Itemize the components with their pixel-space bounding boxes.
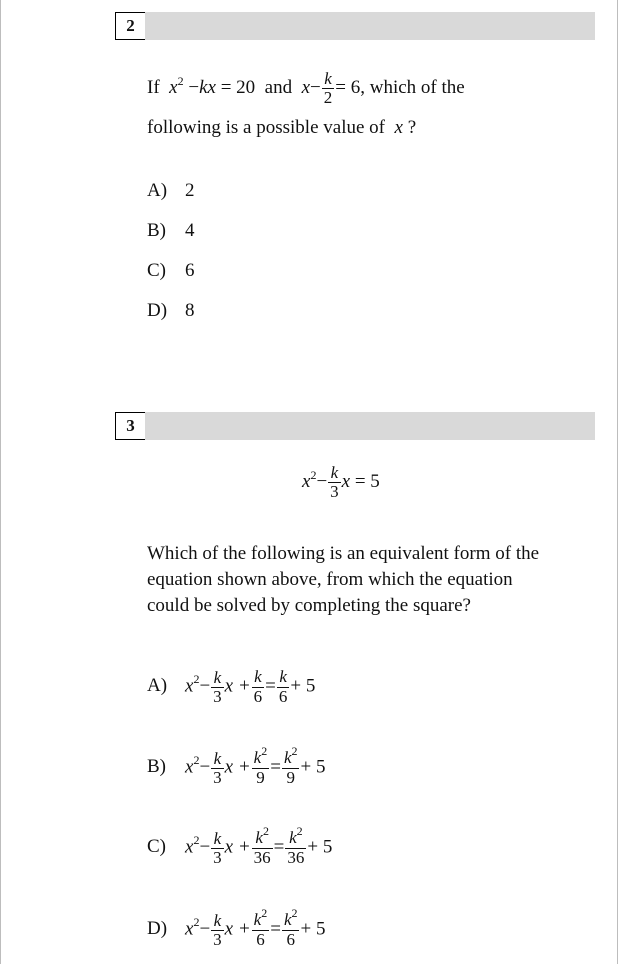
fraction-numerator: k: [283, 910, 292, 929]
choice-equation: [185, 668, 315, 706]
eq1-exponent: 2: [177, 73, 184, 88]
choice-letter: D): [147, 918, 168, 940]
eq1-minus: −: [188, 76, 200, 98]
eq-x: x: [185, 675, 194, 697]
eq-fraction-1: [211, 912, 224, 949]
numerator-exponent: 2: [261, 744, 268, 758]
stem-question-mark: ?: [407, 117, 417, 138]
eq-middle: x +: [224, 675, 251, 697]
answer-choice-b[interactable]: [147, 744, 326, 787]
answer-choice-c[interactable]: [147, 824, 333, 867]
eq-fraction-3: [285, 824, 306, 867]
given-fraction: [328, 464, 341, 501]
eq1-x: x: [169, 76, 178, 98]
eq-middle: x +: [224, 836, 251, 858]
eq-exponent: 2: [193, 915, 200, 930]
choice-value: 8: [185, 300, 195, 321]
eq-equals: =: [270, 918, 281, 940]
eq-fraction-2: [252, 744, 270, 787]
fraction-numerator: k: [213, 667, 222, 687]
numerator-exponent: 2: [261, 906, 268, 920]
fraction-numerator: k: [213, 748, 222, 768]
question-2-header: [115, 12, 595, 40]
eq-tail: + 5: [307, 836, 333, 858]
eq-exponent: 2: [193, 672, 200, 687]
eq-minus: −: [199, 918, 211, 940]
fraction-numerator: k: [289, 828, 297, 847]
eq-fraction-1: [211, 669, 224, 706]
eq-x: x: [185, 836, 194, 858]
choice-letter: A): [147, 180, 168, 201]
page-left-edge: [0, 0, 1, 964]
fraction-denominator: 3: [213, 686, 222, 706]
eq2-numerator: k: [324, 69, 332, 88]
given-denominator: 3: [330, 482, 339, 501]
given-minus: −: [316, 470, 328, 492]
choice-equation: [185, 906, 326, 949]
eq1-rhs: = 20: [215, 76, 256, 98]
fraction-denominator: 36: [253, 848, 271, 867]
choice-value: 2: [185, 180, 195, 201]
answer-choice-c[interactable]: [147, 259, 195, 283]
stem-tail: , which of the: [360, 76, 465, 98]
fraction-denominator: 9: [256, 768, 265, 787]
fraction-numerator: k: [279, 667, 287, 686]
eq-fraction-2: [252, 668, 265, 706]
fraction-denominator: 6: [256, 930, 265, 949]
choice-equation: [185, 744, 326, 787]
question-header-bar: [145, 412, 595, 440]
question-2-stem-line-2: [147, 116, 416, 140]
choice-letter: C): [147, 836, 166, 858]
numerator-exponent: 2: [262, 824, 269, 838]
eq2-denominator: 2: [323, 88, 333, 107]
eq2-x: x: [301, 76, 311, 98]
fraction-numerator: k: [213, 910, 222, 930]
fraction-numerator: k: [283, 748, 292, 767]
fraction-numerator: k: [253, 910, 262, 929]
given-x: x: [302, 470, 311, 492]
question-3-stem-line-1: Which of the following is an equivalent form of the: [147, 543, 540, 564]
eq-fraction-1: [211, 750, 224, 787]
answer-choice-d[interactable]: [147, 906, 326, 949]
eq-tail: + 5: [290, 675, 316, 697]
stem-line-2-text: following is a possible value of: [147, 117, 385, 138]
question-3-number: 3: [115, 412, 146, 440]
numerator-exponent: 2: [296, 824, 303, 838]
eq-equals: =: [273, 836, 285, 858]
given-exponent: 2: [310, 467, 317, 482]
page-right-edge: [617, 0, 618, 964]
question-3-stem-line-3: could be solved by completing the square?: [147, 595, 471, 616]
fraction-denominator: 3: [213, 767, 222, 787]
eq-x: x: [185, 918, 194, 940]
fraction-denominator: 3: [213, 929, 222, 949]
question-3-stem-line-2: equation shown above, from which the equation: [147, 569, 513, 590]
numerator-exponent: 2: [291, 906, 298, 920]
question-2-stem-line-1: [147, 70, 465, 107]
eq-fraction-2: [252, 824, 273, 867]
fraction-denominator: 6: [253, 687, 263, 706]
eq-middle: x +: [224, 756, 251, 778]
eq-exponent: 2: [193, 753, 200, 768]
eq2-fraction: [322, 70, 335, 107]
choice-letter: B): [147, 756, 166, 778]
fraction-numerator: k: [255, 828, 263, 847]
stem-variable: x: [394, 117, 403, 138]
eq2-minus: −: [310, 76, 321, 98]
choice-letter: D): [147, 300, 168, 321]
given-numerator: k: [330, 463, 339, 482]
answer-choice-a[interactable]: [147, 179, 195, 203]
fraction-denominator: 6: [278, 687, 288, 706]
choice-equation: [185, 824, 333, 867]
question-3-header: [115, 412, 595, 440]
fraction-numerator: k: [254, 667, 262, 686]
answer-choice-a[interactable]: [147, 668, 315, 706]
eq-minus: −: [199, 675, 211, 697]
question-2-number: 2: [115, 12, 146, 40]
eq-fraction-3: [277, 668, 290, 706]
answer-choice-d[interactable]: [147, 299, 195, 323]
fraction-denominator: 6: [286, 930, 295, 949]
choice-letter: B): [147, 220, 166, 241]
given-x-term: x: [341, 470, 351, 492]
stem-if: If: [147, 76, 160, 98]
eq-tail: + 5: [300, 756, 326, 778]
answer-choice-b[interactable]: [147, 219, 195, 243]
eq-minus: −: [199, 836, 211, 858]
choice-letter: C): [147, 260, 166, 281]
eq-fraction-2: [252, 906, 270, 949]
eq-exponent: 2: [193, 833, 200, 848]
eq2-rhs: = 6: [335, 76, 361, 98]
given-equation: [302, 464, 380, 501]
given-rhs: = 5: [354, 470, 380, 492]
eq-x: x: [185, 756, 194, 778]
eq-middle: x +: [224, 918, 251, 940]
fraction-numerator: k: [253, 748, 262, 767]
question-header-bar: [145, 12, 595, 40]
fraction-denominator: 3: [213, 847, 222, 867]
eq-equals: =: [270, 756, 281, 778]
eq-tail: + 5: [300, 918, 326, 940]
eq-minus: −: [199, 756, 211, 778]
eq-equals: =: [265, 675, 276, 697]
eq-fraction-3: [282, 906, 300, 949]
eq-fraction-3: [282, 744, 300, 787]
eq-fraction-1: [211, 830, 224, 867]
fraction-denominator: 9: [286, 768, 295, 787]
numerator-exponent: 2: [291, 744, 298, 758]
eq1-kx: kx: [199, 76, 216, 98]
choice-value: 4: [185, 220, 195, 241]
stem-and: and: [264, 76, 293, 98]
choice-value: 6: [185, 260, 195, 281]
fraction-numerator: k: [213, 828, 222, 848]
fraction-denominator: 36: [287, 848, 305, 867]
choice-letter: A): [147, 675, 168, 697]
